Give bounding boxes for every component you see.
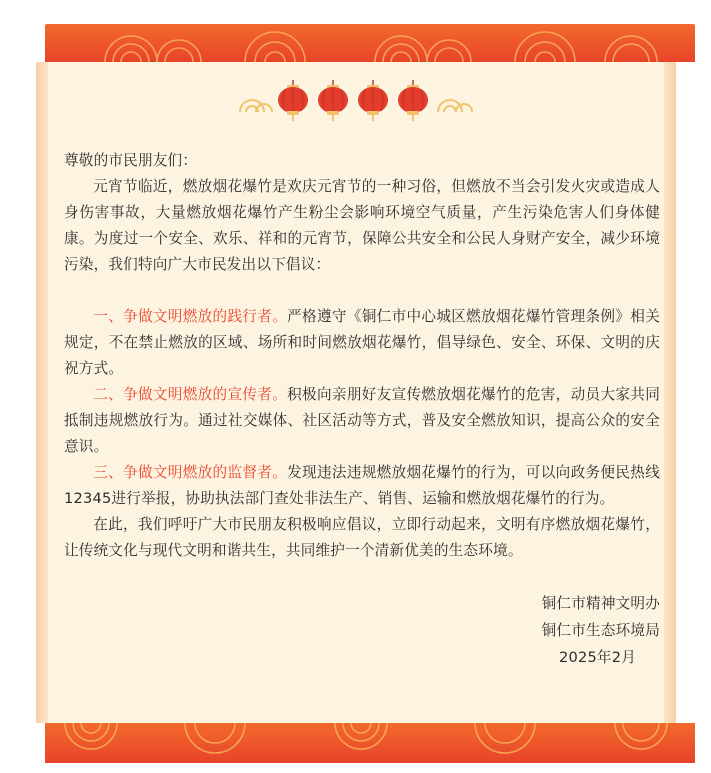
intro-paragraph: 元宵节临近，燃放烟花爆竹是欢庆元宵节的一种习俗，但燃放不当会引发火灾或造成人身伤害事故，大量燃放烟花爆竹产生粉尘会影响环境空气质量，产生污染危害人们身体健康。为度过一个安全、欢乐、祥和的元宵节，保障公共安全和公民人身财产安全，减少环境污染，我们特向广大市民发出以下倡议： xyxy=(64,178,660,273)
top-banner xyxy=(45,24,695,62)
proposal-item-1 xyxy=(64,304,660,382)
proposal-heading: 二、争做文明燃放的宣传者。 xyxy=(93,386,288,403)
lantern-decoration xyxy=(236,78,476,122)
proposal-text: 发现违法违规燃放烟花爆竹的行为，可以向政务便民热线12345进行举报，协助执法部门查处非法生产、销售、运输和燃放烟花爆竹的行为。 xyxy=(64,464,660,507)
proposal-heading: 一、争做文明燃放的践行者。 xyxy=(93,308,288,325)
signature-date: 2025年2月 xyxy=(558,649,636,666)
proposal-text: 严格遵守《铜仁市中心城区燃放烟花爆竹管理条例》相关规定，不在禁止燃放的区域、场所和时间燃放烟花爆竹，倡导绿色、安全、环保、文明的庆祝方式。 xyxy=(64,308,660,377)
letter-body xyxy=(64,148,660,671)
proposal-text: 积极向亲朋好友宣传燃放烟花爆竹的危害，动员大家共同抵制违规燃放行为。通过社交媒体、社区活动等方式，普及安全燃放知识，提高公众的安全意识。 xyxy=(64,386,660,455)
signature-org: 铜仁市生态环境局 xyxy=(541,622,660,639)
proposal-heading: 三、争做文明燃放的监督者。 xyxy=(93,464,288,481)
lantern-icon xyxy=(398,80,428,121)
signature-block xyxy=(64,590,660,671)
lantern-icon xyxy=(318,80,348,121)
lantern-icon xyxy=(278,80,308,121)
closing-paragraph: 在此，我们呼吁广大市民朋友积极响应倡议，立即行动起来，文明有序燃放烟花爆竹，让传统文化与现代文明和谐共生，共同维护一个清新优美的生态环境。 xyxy=(64,516,660,559)
cloud-pattern-bottom xyxy=(45,723,695,763)
proposal-item-2 xyxy=(64,382,660,460)
paragraph-gap xyxy=(64,278,660,304)
cloud-pattern-top xyxy=(45,24,695,62)
paper-scroll-edge-right xyxy=(664,62,676,723)
auspicious-cloud-icon xyxy=(438,100,472,112)
paragraph-gap xyxy=(64,564,660,590)
lantern-icon xyxy=(358,80,388,121)
greeting: 尊敬的市民朋友们： xyxy=(64,152,198,169)
auspicious-cloud-icon xyxy=(240,100,272,112)
paper-scroll-edge-left xyxy=(36,62,48,723)
signature-org: 铜仁市精神文明办 xyxy=(541,595,660,612)
proposal-item-3 xyxy=(64,460,660,512)
bottom-banner xyxy=(45,723,695,763)
